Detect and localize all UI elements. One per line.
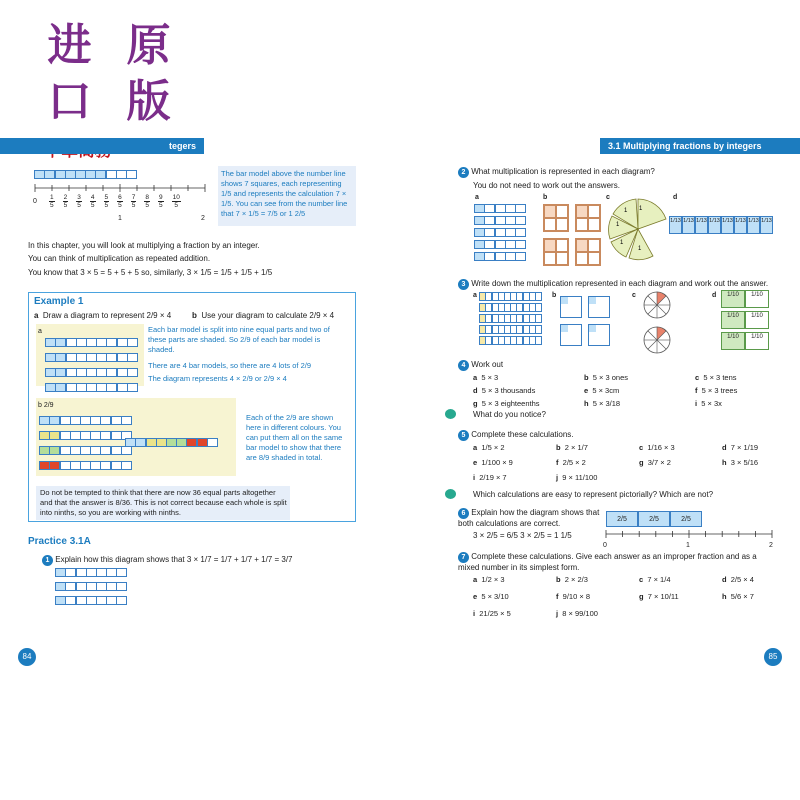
q7-item: j 8 × 99/100 — [556, 609, 598, 618]
q7-item: c 7 × 1/4 — [639, 575, 671, 584]
q4-item: h 5 × 3/18 — [584, 399, 621, 408]
discuss-icon — [445, 409, 456, 419]
q2d-cell: 1/13 — [695, 216, 708, 234]
q4-item: e 5 × 3cm — [584, 386, 620, 395]
example-note-a1: Each bar model is split into nine equal parts and two of these parts are shaded. So 2/9 of each bar model is shaded. — [148, 325, 330, 354]
svg-text:1: 1 — [624, 208, 628, 214]
q4-item: c 5 × 3 tens — [695, 373, 737, 382]
page-number-left: 84 — [18, 648, 36, 666]
q3-label-b: b — [552, 292, 557, 299]
q5-item: a 1/5 × 2 — [473, 443, 505, 452]
q5-item: i 2/19 × 7 — [473, 473, 507, 482]
intro-line-3: You know that 3 × 5 = 5 + 5 + 5 so, similarly, 3 × 1/5 = 1/5 + 1/5 + 1/5 — [28, 268, 273, 277]
example-qb: b Use your diagram to calculate 2/9 × 4 — [192, 311, 335, 320]
q4-discuss: What do you notice? — [473, 410, 546, 419]
q2d-cell: 1/13 — [721, 216, 734, 234]
q2a-diagram — [475, 204, 526, 261]
q7-item: e 5 × 3/10 — [473, 592, 509, 601]
example-note-a2: There are 4 bar models, so there are 4 lots of 2/9 — [148, 361, 312, 370]
q6-bar — [606, 511, 702, 527]
q2d-cell: 1/13 — [708, 216, 721, 234]
q5-item: b 2 × 1/7 — [556, 443, 588, 452]
q6-text: Explain how the diagram shows that both calculations are correct. — [458, 508, 600, 528]
q3c-diagram — [640, 290, 676, 360]
q3d-diagram — [721, 290, 769, 350]
example-b-combined-bar — [126, 438, 218, 447]
q3-text: Write down the multiplication represented in each diagram and work out the answer. — [471, 279, 769, 288]
q4: 4 Work out — [458, 359, 503, 371]
q6-axis-0: 0 — [603, 542, 607, 549]
q4-item: d 5 × 3 thousands — [473, 386, 536, 395]
q7-grid — [473, 574, 792, 619]
q3-label-c: c — [632, 292, 636, 299]
q3d-cell: 1/10 — [745, 332, 769, 350]
number-line-under-1: 1 — [118, 215, 122, 222]
q6-bar-cell: 2/5 — [606, 511, 638, 527]
q7-item: g 7 × 10/11 — [639, 592, 679, 601]
q2-subtext: You do not need to work out the answers. — [473, 181, 620, 190]
q2d-cell: 1/13 — [734, 216, 747, 234]
intro-line-2: You can think of multiplication as repeated addition. — [28, 254, 211, 263]
number-line-note: The bar model above the number line shows 7 squares, each representing 1/5 and represents the calculation 7 × 1/5. You can see from the number line that 7 × 1/5 = 7/5 or 1 2/5 — [218, 166, 356, 226]
q2c-diagram — [608, 194, 668, 264]
q5-grid — [473, 442, 792, 483]
example-note-b: Each of the 2/9 are shown here in different colours. You can put them all on the same bar model to show that there are 8/9 shaded in total. — [246, 413, 343, 462]
q6-bar-cell: 2/5 — [670, 511, 702, 527]
q3-label-d: d — [712, 292, 717, 299]
number-line-label-0: 0 — [33, 198, 37, 205]
example-qa: a Draw a diagram to represent 2/9 × 4 — [34, 311, 172, 320]
logo-char-1: 进 — [47, 20, 92, 71]
q3-label-a: a — [473, 292, 477, 299]
svg-text:1: 1 — [616, 222, 620, 228]
q3d-cell: 1/10 — [745, 290, 769, 308]
q5-discuss: Which calculations are easy to represent pictorially? Which are not? — [473, 490, 714, 499]
practice-title: Practice 3.1A — [28, 536, 91, 547]
q2d-cell: 1/13 — [669, 216, 682, 234]
q2: 2 What multiplication is represented in each diagram? — [458, 166, 655, 178]
q5-text: Complete these calculations. — [471, 430, 574, 439]
example-tip: Do not be tempted to think that there are now 36 equal parts altogether and that the answer is 8/36. This is not correct because each whole is split into ninths, so you are working with ninths. — [40, 488, 287, 517]
q5-item: e 1/100 × 9 — [473, 458, 513, 467]
example-title: Example 1 — [34, 296, 84, 307]
number-line-under-2: 2 — [201, 215, 205, 222]
q7-item: i 21/25 × 5 — [473, 609, 511, 618]
right-header: 3.1 Multiplying fractions by integers — [600, 138, 800, 154]
q2d-cell: 1/13 — [682, 216, 695, 234]
q2-label-d: d — [673, 194, 678, 201]
q6-axis-1: 1 — [686, 542, 690, 549]
left-header: tegers — [0, 138, 204, 154]
q2-text: What multiplication is represented in each diagram? — [471, 167, 655, 176]
q4-item: g 5 × 3 eighteenths — [473, 399, 540, 408]
q7-item: d 2/5 × 4 — [722, 575, 754, 584]
example-qb-text: Use your diagram to calculate 2/9 × 4 — [201, 311, 335, 320]
q2d-cell: 1/13 — [760, 216, 773, 234]
q7-item: b 2 × 2/3 — [556, 575, 588, 584]
logo-char-4: 版 — [126, 76, 171, 127]
logo-char-3: 口 — [47, 76, 92, 127]
q7-item: f 9/10 × 8 — [556, 592, 590, 601]
svg-text:1: 1 — [639, 206, 643, 212]
discuss-icon — [445, 489, 456, 499]
q2b-diagram — [543, 204, 601, 266]
svg-text:1: 1 — [620, 240, 624, 246]
q2d-diagram — [669, 216, 773, 234]
example-note-a3: The diagram represents 4 × 2/9 or 2/9 × 4 — [148, 374, 287, 383]
q2d-cell: 1/13 — [747, 216, 760, 234]
q2-label-c: c — [606, 194, 610, 201]
logo-char-2: 原 — [126, 20, 171, 71]
q3b-diagram — [560, 296, 610, 346]
intro-bar-model — [35, 170, 137, 179]
q6-bar-cell: 2/5 — [638, 511, 670, 527]
practice-q1: 1 Explain how this diagram shows that 3 × 1/7 = 1/7 + 1/7 + 1/7 = 3/7 — [42, 554, 293, 566]
q5-item: c 1/16 × 3 — [639, 443, 675, 452]
q7: 7 Complete these calculations. Give each answer as an improper fraction and as a mixed number in its simplest form. — [458, 552, 757, 572]
q3d-cell: 1/10 — [745, 311, 769, 329]
example-b-label: b 2/9 — [38, 402, 54, 409]
page-number-right: 85 — [764, 648, 782, 666]
q6: 6 Explain how the diagram shows that both calculations are correct. — [458, 508, 600, 528]
q5-item: f 2/5 × 2 — [556, 458, 586, 467]
q4-text: Work out — [471, 360, 504, 369]
publisher-logo-text — [30, 18, 188, 130]
q5-item: j 9 × 11/100 — [556, 473, 598, 482]
q4-item: f 5 × 3 trees — [695, 386, 738, 395]
q5-item: h 3 × 5/16 — [722, 458, 759, 467]
q5-item: d 7 × 1/19 — [722, 443, 759, 452]
q3a-diagram — [480, 292, 542, 345]
practice-q1-bars — [56, 568, 127, 605]
q2-label-a: a — [475, 194, 479, 201]
q5-item: g 3/7 × 2 — [639, 458, 671, 467]
q7-item: a 1/2 × 3 — [473, 575, 505, 584]
example-b-bars — [40, 416, 132, 470]
practice-q1-text: Explain how this diagram shows that 3 × 1/7 = 1/7 + 1/7 + 1/7 = 3/7 — [55, 555, 293, 564]
example-a-bars — [46, 338, 138, 392]
q4-grid — [473, 372, 785, 409]
q3d-cell: 1/10 — [721, 332, 745, 350]
q3: 3 Write down the multiplication represented in each diagram and work out the answer. — [458, 278, 768, 290]
q3d-cell: 1/10 — [721, 311, 745, 329]
q7-text: Complete these calculations. Give each answer as an improper fraction and as a mixed number in its simplest form. — [458, 552, 757, 572]
svg-text:1: 1 — [638, 246, 642, 252]
q6-equations: 3 × 2/5 = 6/5 3 × 2/5 = 1 1/5 — [473, 531, 572, 540]
q3d-cell: 1/10 — [721, 290, 745, 308]
q5: 5 Complete these calculations. — [458, 429, 574, 441]
q4-item: i 5 × 3x — [695, 399, 722, 408]
q4-item: a 5 × 3 — [473, 373, 499, 382]
number-line-fractions: $\frac{1}{5}$ $\frac{2}{5}$ $\frac{3}{5}$ $\frac{4}{5}$ $\frac{5}{5}$ $\frac{6}{5}$ $\frac{7}{5}$ $\frac{8}{5}$ $\frac{9}{5}$ $\frac{10}{5}$ — [50, 194, 180, 209]
q7-item: h 5/6 × 7 — [722, 592, 754, 601]
example-a-label: a — [38, 328, 42, 335]
q4-item: b 5 × 3 ones — [584, 373, 629, 382]
q6-number-line — [600, 528, 780, 540]
example-qa-text: Draw a diagram to represent 2/9 × 4 — [42, 311, 172, 320]
q2-label-b: b — [543, 194, 548, 201]
intro-line-1: In this chapter, you will look at multiplying a fraction by an integer. — [28, 241, 260, 250]
q6-axis-2: 2 — [769, 542, 773, 549]
